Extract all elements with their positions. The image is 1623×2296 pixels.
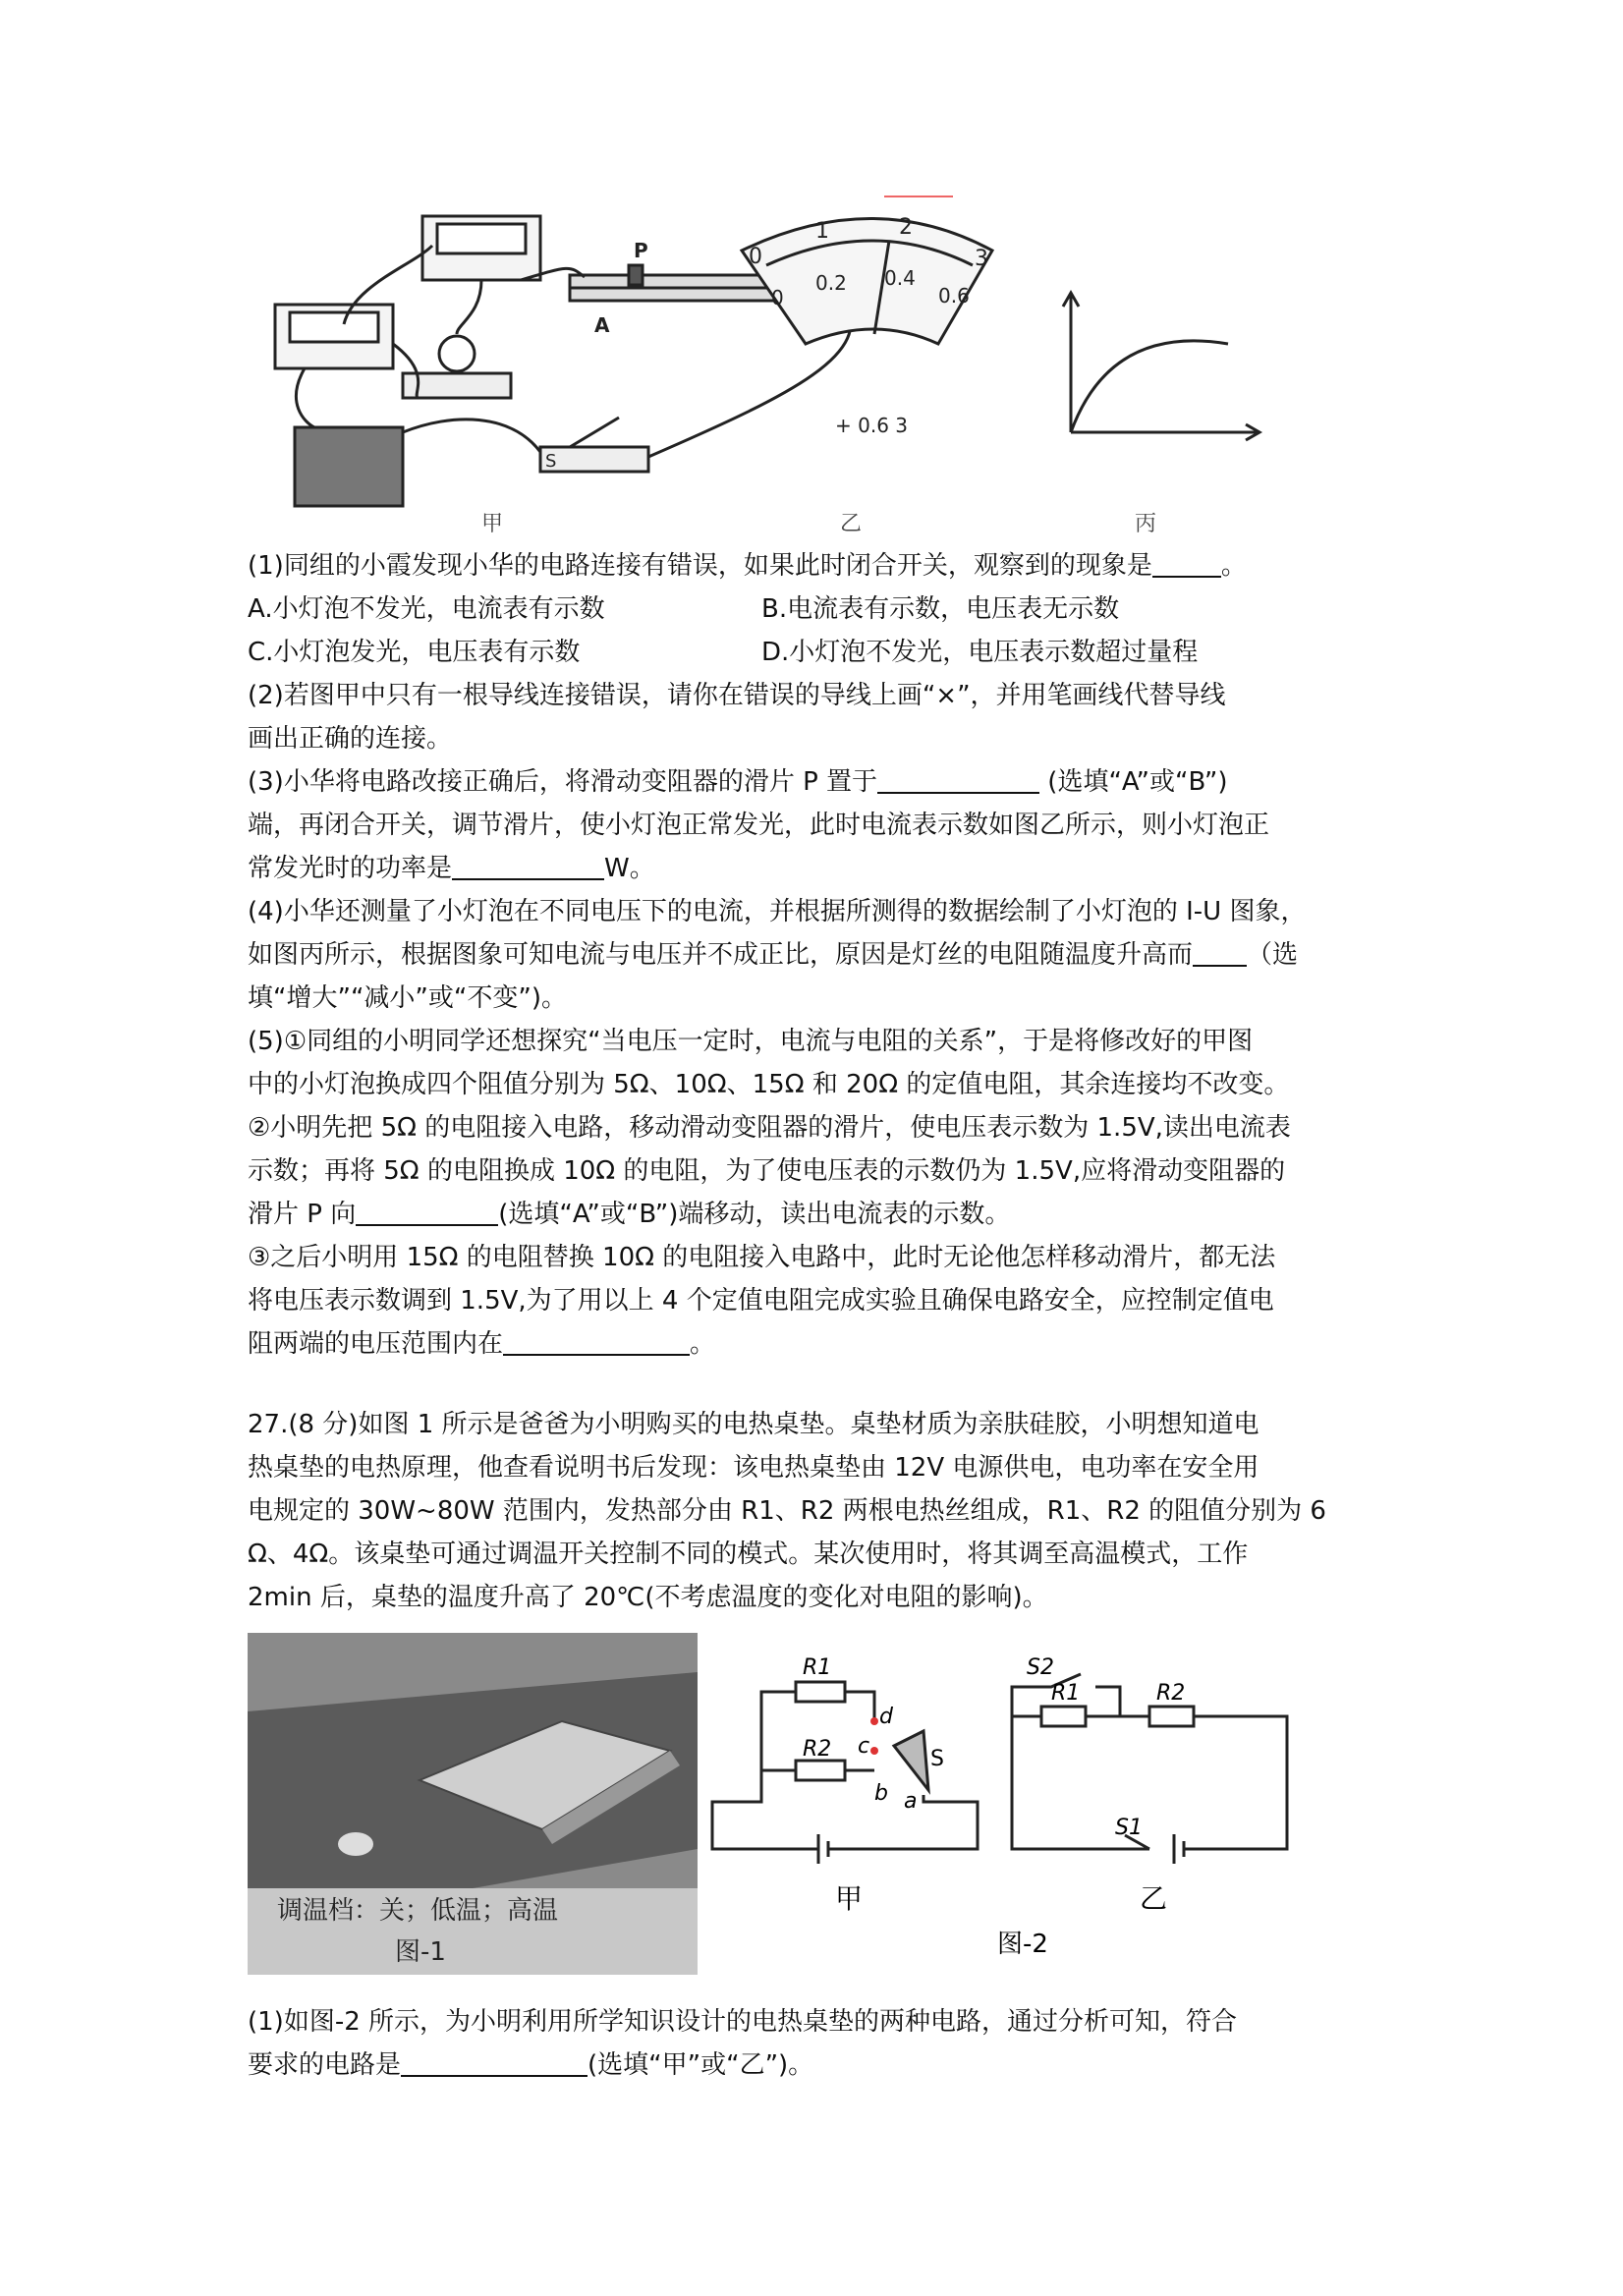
figure-top bbox=[246, 187, 1277, 540]
q27-line1: 27.(8 分)如图 1 所示是爸爸为小明购买的电热桌垫。桌垫材质为亲肤硅胶，小明想知道电 bbox=[248, 1410, 1259, 1439]
photo-caption: 调温档：关；低温；高温 bbox=[277, 1896, 559, 1926]
meter-tick-top-0: 0 bbox=[749, 245, 762, 269]
fig2-yi-r1: R1 bbox=[1051, 1681, 1081, 1706]
q1-options-row1 bbox=[248, 588, 605, 631]
fig2-label-yi: 乙 bbox=[1140, 1882, 1168, 1915]
label-yi: 乙 bbox=[840, 512, 863, 536]
q27-1-line2: 要求的电路是 (选填“甲”或“乙”)。 bbox=[248, 2044, 813, 2087]
option-c: C.小灯泡发光，电压表有示数 bbox=[248, 638, 581, 667]
q4-answer-blank[interactable] bbox=[1193, 935, 1247, 967]
option-d: D.小灯泡不发光，电压表示数超过量程 bbox=[761, 638, 1199, 667]
q27-line5: 2min 后，桌垫的温度升高了 20℃(不考虑温度的变化对电阻的影响)。 bbox=[248, 1583, 1048, 1612]
q1-stem: (1)同组的小霞发现小华的电路连接有错误，如果此时闭合开关，观察到的现象是 。 bbox=[248, 544, 1247, 588]
q3-answer-blank-1[interactable] bbox=[877, 762, 1039, 794]
q27-1-line1: (1)如图-2 所示，为小明利用所学知识设计的电热桌垫的两种电路，通过分析可知，符合 bbox=[248, 2007, 1238, 2037]
meter-tick-top-3: 3 bbox=[975, 247, 988, 271]
fig2-jia-r2: R2 bbox=[803, 1737, 832, 1762]
fig2-label-jia: 甲 bbox=[835, 1882, 864, 1915]
meter-tick-top-2: 2 bbox=[899, 215, 913, 240]
q5-line8: 阻两端的电压范围内在 。 bbox=[248, 1322, 715, 1366]
q3-line2: 端，再闭合开关，调节滑片，使小灯泡正常发光，此时电流表示数如图乙所示，则小灯泡正 bbox=[248, 811, 1270, 840]
q1-answer-blank[interactable] bbox=[1152, 546, 1221, 578]
q5-line5: 滑片 P 向 (选填“A”或“B”)端移动，读出电流表的示数。 bbox=[248, 1193, 1010, 1236]
fig2-yi-s1: S1 bbox=[1115, 1816, 1143, 1840]
label-bing: 丙 bbox=[1135, 512, 1157, 536]
iu-graph-bing bbox=[1063, 293, 1259, 440]
option-a: A.小灯泡不发光，电流表有示数 bbox=[248, 594, 605, 624]
meter-terminals: + 0.6 3 bbox=[835, 414, 909, 437]
q5-line2: 中的小灯泡换成四个阻值分别为 5Ω、10Ω、15Ω 和 20Ω 的定值电阻，其余连接均不改变。 bbox=[248, 1070, 1290, 1099]
q5-line6: ③之后小明用 15Ω 的电阻替换 10Ω 的电阻接入电路中，此时无论他怎样移动滑片，都无法 bbox=[248, 1243, 1276, 1272]
q27-line4: Ω、4Ω。该桌垫可通过调温开关控制不同的模式。某次使用时，将其调至高温模式，工作 bbox=[248, 1540, 1249, 1569]
fig1-label: 图-1 bbox=[395, 1937, 446, 1967]
q27-line3: 电规定的 30W~80W 范围内，发热部分由 R1、R2 两根电热丝组成，R1、R2 的阻值分别为 6 bbox=[248, 1496, 1326, 1526]
fig2-label: 图-2 bbox=[997, 1930, 1048, 1959]
q3-line1: (3)小华将电路改接正确后，将滑动变阻器的滑片 P 置于 (选填“A”或“B”) bbox=[248, 760, 1227, 804]
q3-line3: 常发光时的功率是 W。 bbox=[248, 847, 655, 890]
meter-tick-bottom-1: 0.2 bbox=[815, 271, 847, 295]
q5-line1: (5)①同组的小明同学还想探究“当电压一定时，电流与电阻的关系”，于是将修改好的甲图 bbox=[248, 1027, 1254, 1056]
q27-1-answer-blank[interactable] bbox=[401, 2045, 588, 2077]
circuit-figures-2 bbox=[702, 1633, 1312, 1977]
label-jia: 甲 bbox=[481, 512, 504, 536]
label-p: P bbox=[634, 239, 648, 262]
fig2-yi-r2: R2 bbox=[1156, 1681, 1186, 1706]
fig2-jia-s: S bbox=[930, 1747, 944, 1771]
q2-line2: 画出正确的连接。 bbox=[248, 724, 453, 754]
heating-pad-photo bbox=[248, 1633, 698, 1975]
meter-tick-bottom-0: 0 bbox=[771, 286, 784, 309]
q4-line2: 如图丙所示，根据图象可知电流与电压并不成正比，原因是灯丝的电阻随温度升高而 （选 bbox=[248, 933, 1298, 977]
fig2-jia-a: a bbox=[904, 1789, 918, 1814]
q27-line2: 热桌垫的电热原理，他查看说明书后发现：该电热桌垫由 12V 电源供电，电功率在安全用 bbox=[248, 1453, 1259, 1483]
q5-line4: 示数；再将 5Ω 的电阻换成 10Ω 的电阻，为了使电压表的示数仍为 1.5V,应将滑动变阻器的 bbox=[248, 1156, 1286, 1186]
label-s: S bbox=[545, 451, 557, 472]
meter-tick-bottom-2: 0.4 bbox=[884, 266, 916, 290]
fig2-jia-c: c bbox=[858, 1734, 870, 1759]
q4-line3: 填“增大”“减小”或“不变”)。 bbox=[248, 983, 567, 1013]
fig2-jia-r1: R1 bbox=[803, 1655, 832, 1680]
fig2-jia-d: d bbox=[879, 1705, 893, 1729]
meter-tick-bottom-3: 0.6 bbox=[938, 284, 970, 308]
q5-line3: ②小明先把 5Ω 的电阻接入电路，移动滑动变阻器的滑片，使电压表示数为 1.5V,读出电流表 bbox=[248, 1113, 1291, 1143]
q5-answer-blank-1[interactable] bbox=[356, 1195, 498, 1226]
q5-answer-blank-2[interactable] bbox=[503, 1324, 690, 1356]
ammeter-dial-yi bbox=[742, 219, 992, 345]
label-a: A bbox=[594, 313, 610, 337]
fig2-jia-b: b bbox=[874, 1781, 888, 1806]
q2-line1: (2)若图甲中只有一根导线连接错误，请你在错误的导线上画“×”，并用笔画线代替导线 bbox=[248, 681, 1226, 710]
q4-line1: (4)小华还测量了小灯泡在不同电压下的电流，并根据所测得的数据绘制了小灯泡的 I-U 图象， bbox=[248, 897, 1307, 926]
meter-tick-top-1: 1 bbox=[815, 219, 829, 244]
q3-answer-blank-2[interactable] bbox=[452, 849, 604, 880]
option-b: B.电流表有示数，电压表无示数 bbox=[761, 594, 1120, 624]
fig2-yi-s2: S2 bbox=[1027, 1655, 1054, 1680]
q5-line7: 将电压表示数调到 1.5V,为了用以上 4 个定值电阻完成实验且确保电路安全，应控制定值电 bbox=[248, 1286, 1274, 1316]
